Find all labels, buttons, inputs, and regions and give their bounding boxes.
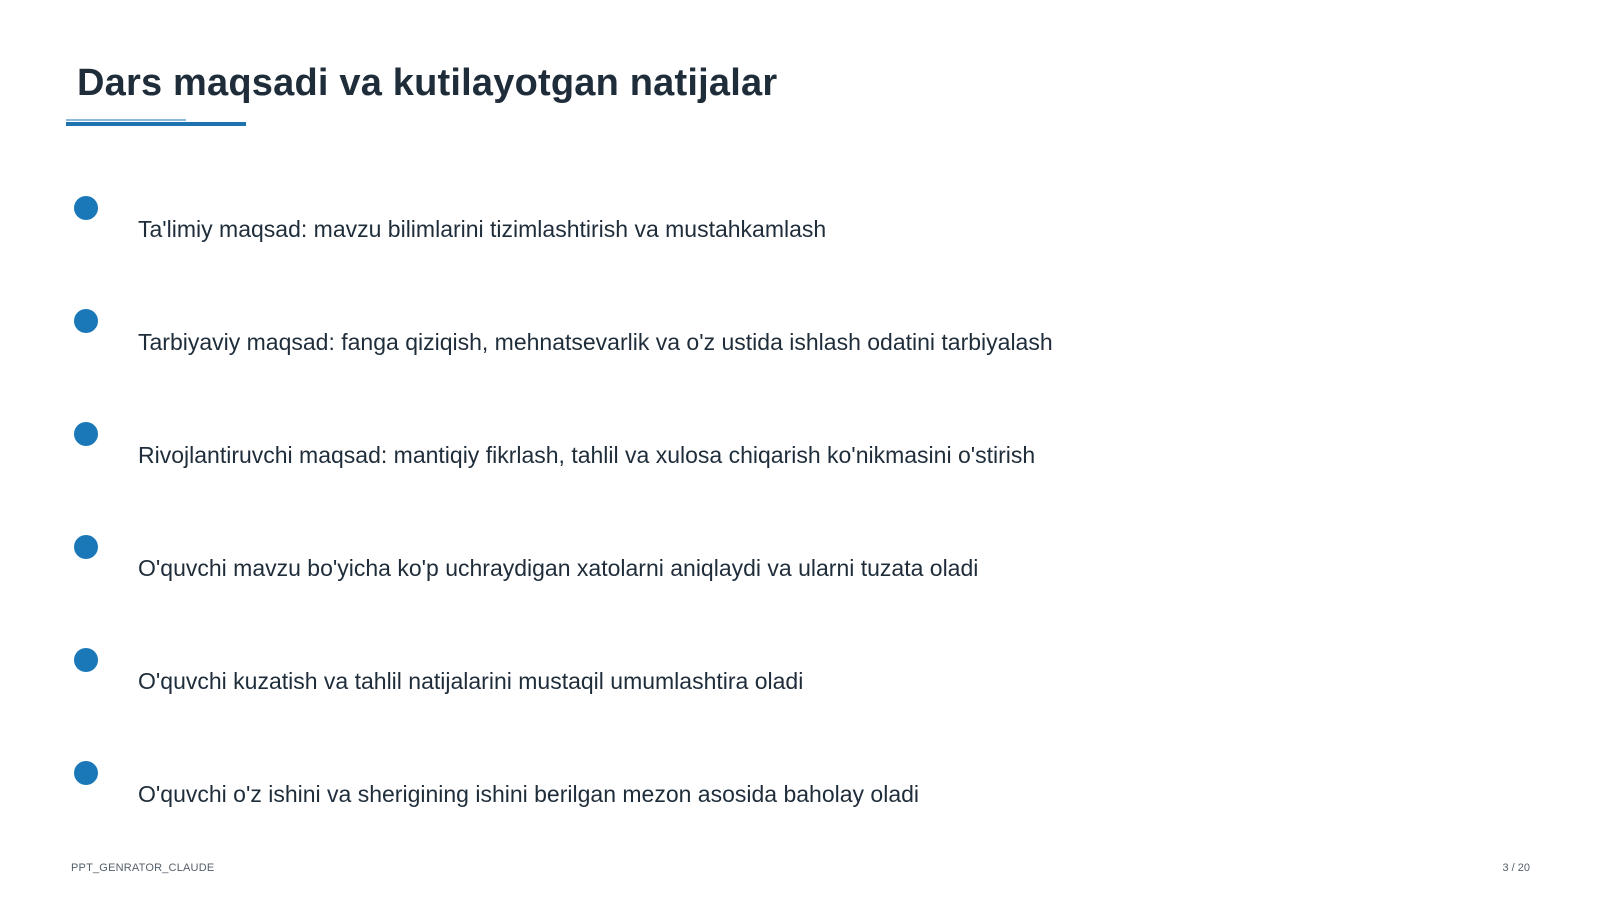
list-item	[0, 761, 1600, 821]
bullet-dot-icon	[74, 648, 98, 672]
bullet-dot-icon	[74, 535, 98, 559]
bullet-dot-icon	[74, 422, 98, 446]
bullet-text: Ta'limiy maqsad: mavzu bilimlarini tizimlashtirish va mustahkamlash	[138, 216, 827, 242]
bullet-text: Tarbiyaviy maqsad: fanga qiziqish, mehnatsevarlik va o'z ustida ishlash odatini tarbiyalash	[138, 329, 1053, 355]
list-item	[0, 196, 1600, 256]
bullet-dot-icon	[74, 196, 98, 220]
list-item	[0, 309, 1600, 369]
bullet-text: O'quvchi kuzatish va tahlil natijalarini mustaqil umumlashtira oladi	[138, 668, 804, 694]
bullet-text: O'quvchi o'z ishini va sherigining ishini berilgan mezon asosida baholay oladi	[138, 781, 920, 807]
list-item	[0, 535, 1600, 595]
page-number: 3 / 20	[1502, 862, 1530, 874]
footer-source: PPT_GENRATOR_CLAUDE	[71, 862, 215, 874]
slide-title: Dars maqsadi va kutilayotgan natijalar	[77, 62, 778, 104]
bullet-text: Rivojlantiruvchi maqsad: mantiqiy fikrlash, tahlil va xulosa chiqarish ko'nikmasini o'stirish	[138, 442, 1036, 468]
bullet-text: O'quvchi mavzu bo'yicha ko'p uchraydigan xatolarni aniqlaydi va ularni tuzata oladi	[138, 555, 979, 581]
bullet-dot-icon	[74, 309, 98, 333]
list-item	[0, 648, 1600, 708]
list-item	[0, 422, 1600, 482]
bullet-dot-icon	[74, 761, 98, 785]
